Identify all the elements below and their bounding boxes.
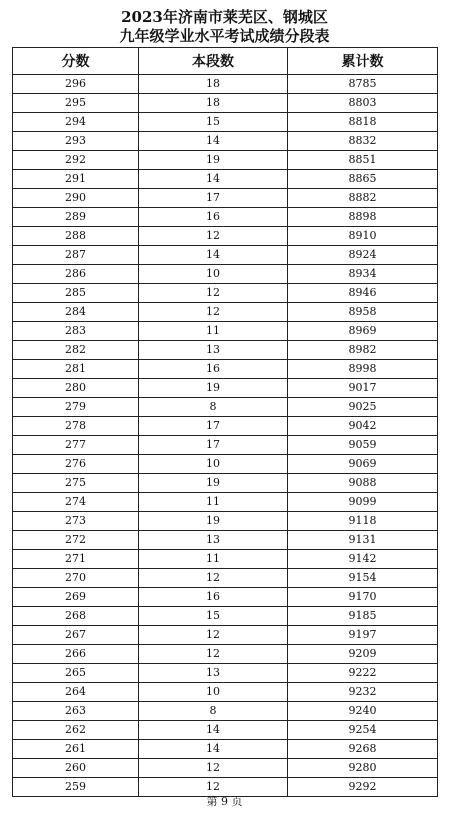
cell-score: 265 <box>13 664 139 683</box>
table-row <box>13 588 438 607</box>
cell-cumulative-count: 8982 <box>288 341 438 360</box>
table-row <box>13 75 438 94</box>
table-row <box>13 417 438 436</box>
cell-score: 273 <box>13 512 139 531</box>
cell-segment-count: 17 <box>139 417 288 436</box>
cell-segment-count: 19 <box>139 512 288 531</box>
cell-cumulative-count: 9025 <box>288 398 438 417</box>
table-row <box>13 607 438 626</box>
cell-cumulative-count: 8803 <box>288 94 438 113</box>
table-row <box>13 341 438 360</box>
cell-score: 282 <box>13 341 139 360</box>
cell-cumulative-count: 8882 <box>288 189 438 208</box>
table-row <box>13 170 438 189</box>
cell-segment-count: 8 <box>139 702 288 721</box>
cell-cumulative-count: 8865 <box>288 170 438 189</box>
cell-cumulative-count: 9232 <box>288 683 438 702</box>
cell-score: 275 <box>13 474 139 493</box>
cell-score: 259 <box>13 778 139 797</box>
cell-score: 291 <box>13 170 139 189</box>
table-row <box>13 94 438 113</box>
table-row <box>13 436 438 455</box>
cell-cumulative-count: 8924 <box>288 246 438 265</box>
cell-segment-count: 10 <box>139 455 288 474</box>
cell-score: 284 <box>13 303 139 322</box>
cell-cumulative-count: 9292 <box>288 778 438 797</box>
cell-segment-count: 14 <box>139 721 288 740</box>
cell-score: 270 <box>13 569 139 588</box>
table-row <box>13 360 438 379</box>
cell-cumulative-count: 9170 <box>288 588 438 607</box>
cell-cumulative-count: 8998 <box>288 360 438 379</box>
cell-score: 263 <box>13 702 139 721</box>
table-row <box>13 531 438 550</box>
table-row <box>13 740 438 759</box>
cell-score: 271 <box>13 550 139 569</box>
cell-cumulative-count: 9118 <box>288 512 438 531</box>
cell-score: 293 <box>13 132 139 151</box>
cell-segment-count: 16 <box>139 588 288 607</box>
cell-segment-count: 12 <box>139 626 288 645</box>
table-row <box>13 759 438 778</box>
cell-score: 262 <box>13 721 139 740</box>
table-row <box>13 493 438 512</box>
cell-score: 278 <box>13 417 139 436</box>
table-row <box>13 626 438 645</box>
cell-score: 267 <box>13 626 139 645</box>
cell-score: 264 <box>13 683 139 702</box>
table-row <box>13 379 438 398</box>
cell-score: 281 <box>13 360 139 379</box>
cell-cumulative-count: 9088 <box>288 474 438 493</box>
cell-score: 279 <box>13 398 139 417</box>
cell-cumulative-count: 9254 <box>288 721 438 740</box>
cell-cumulative-count: 9017 <box>288 379 438 398</box>
cell-segment-count: 11 <box>139 493 288 512</box>
cell-segment-count: 14 <box>139 170 288 189</box>
page-subtitle: 九年级学业水平考试成绩分段表 <box>119 27 330 45</box>
cell-cumulative-count: 9185 <box>288 607 438 626</box>
cell-cumulative-count: 8934 <box>288 265 438 284</box>
cell-segment-count: 8 <box>139 398 288 417</box>
cell-cumulative-count: 9240 <box>288 702 438 721</box>
cell-score: 280 <box>13 379 139 398</box>
cell-segment-count: 14 <box>139 740 288 759</box>
cell-segment-count: 12 <box>139 645 288 664</box>
table-row <box>13 227 438 246</box>
cell-cumulative-count: 9131 <box>288 531 438 550</box>
cell-cumulative-count: 8946 <box>288 284 438 303</box>
cell-segment-count: 15 <box>139 607 288 626</box>
cell-cumulative-count: 9209 <box>288 645 438 664</box>
cell-cumulative-count: 8958 <box>288 303 438 322</box>
cell-score: 260 <box>13 759 139 778</box>
cell-cumulative-count: 9268 <box>288 740 438 759</box>
table-row <box>13 645 438 664</box>
cell-score: 272 <box>13 531 139 550</box>
cell-cumulative-count: 8898 <box>288 208 438 227</box>
cell-segment-count: 12 <box>139 759 288 778</box>
table-row <box>13 721 438 740</box>
cell-segment-count: 14 <box>139 132 288 151</box>
cell-score: 261 <box>13 740 139 759</box>
cell-cumulative-count: 8818 <box>288 113 438 132</box>
cell-segment-count: 16 <box>139 208 288 227</box>
cell-cumulative-count: 9069 <box>288 455 438 474</box>
cell-cumulative-count: 8910 <box>288 227 438 246</box>
cell-score: 277 <box>13 436 139 455</box>
table-row <box>13 246 438 265</box>
table-row <box>13 569 438 588</box>
cell-score: 296 <box>13 75 139 94</box>
cell-cumulative-count: 9197 <box>288 626 438 645</box>
table-row <box>13 208 438 227</box>
table-row <box>13 455 438 474</box>
table-row <box>13 151 438 170</box>
cell-cumulative-count: 9154 <box>288 569 438 588</box>
cell-score: 290 <box>13 189 139 208</box>
cell-cumulative-count: 9099 <box>288 493 438 512</box>
cell-score: 266 <box>13 645 139 664</box>
cell-cumulative-count: 8785 <box>288 75 438 94</box>
cell-score: 268 <box>13 607 139 626</box>
table-row <box>13 398 438 417</box>
cell-cumulative-count: 9222 <box>288 664 438 683</box>
cell-segment-count: 11 <box>139 322 288 341</box>
cell-segment-count: 18 <box>139 94 288 113</box>
table-row <box>13 683 438 702</box>
table-row <box>13 664 438 683</box>
cell-segment-count: 11 <box>139 550 288 569</box>
table-row <box>13 189 438 208</box>
cell-segment-count: 12 <box>139 569 288 588</box>
cell-score: 276 <box>13 455 139 474</box>
column-header-cumulative-count: 累计数 <box>288 48 438 75</box>
cell-cumulative-count: 9042 <box>288 417 438 436</box>
column-header-segment-count: 本段数 <box>139 48 288 75</box>
cell-segment-count: 10 <box>139 683 288 702</box>
cell-segment-count: 13 <box>139 531 288 550</box>
cell-segment-count: 19 <box>139 379 288 398</box>
cell-segment-count: 16 <box>139 360 288 379</box>
cell-score: 285 <box>13 284 139 303</box>
cell-score: 283 <box>13 322 139 341</box>
table-row <box>13 265 438 284</box>
cell-score: 274 <box>13 493 139 512</box>
table-row <box>13 778 438 797</box>
table-row <box>13 550 438 569</box>
cell-score: 287 <box>13 246 139 265</box>
table-row <box>13 303 438 322</box>
cell-score: 294 <box>13 113 139 132</box>
cell-score: 269 <box>13 588 139 607</box>
table-row <box>13 512 438 531</box>
cell-cumulative-count: 8832 <box>288 132 438 151</box>
cell-segment-count: 19 <box>139 474 288 493</box>
cell-segment-count: 14 <box>139 246 288 265</box>
cell-cumulative-count: 9280 <box>288 759 438 778</box>
cell-score: 289 <box>13 208 139 227</box>
cell-segment-count: 18 <box>139 75 288 94</box>
cell-segment-count: 17 <box>139 436 288 455</box>
page-number: 第 9 页 <box>206 795 243 808</box>
cell-score: 292 <box>13 151 139 170</box>
column-header-score: 分数 <box>13 48 139 75</box>
table-row <box>13 474 438 493</box>
cell-segment-count: 12 <box>139 227 288 246</box>
cell-segment-count: 12 <box>139 284 288 303</box>
score-distribution-table <box>12 47 438 797</box>
cell-cumulative-count: 9142 <box>288 550 438 569</box>
cell-segment-count: 15 <box>139 113 288 132</box>
page-title: 2023年济南市莱芜区、钢城区 <box>121 8 328 26</box>
table-row <box>13 702 438 721</box>
cell-segment-count: 12 <box>139 303 288 322</box>
cell-score: 286 <box>13 265 139 284</box>
cell-segment-count: 10 <box>139 265 288 284</box>
cell-score: 288 <box>13 227 139 246</box>
cell-segment-count: 13 <box>139 341 288 360</box>
cell-segment-count: 17 <box>139 189 288 208</box>
cell-segment-count: 13 <box>139 664 288 683</box>
cell-cumulative-count: 8851 <box>288 151 438 170</box>
table-row <box>13 284 438 303</box>
cell-segment-count: 19 <box>139 151 288 170</box>
table-body <box>13 75 438 797</box>
cell-cumulative-count: 9059 <box>288 436 438 455</box>
table-header-row <box>13 48 438 75</box>
table-row <box>13 132 438 151</box>
cell-cumulative-count: 8969 <box>288 322 438 341</box>
cell-score: 295 <box>13 94 139 113</box>
table-row <box>13 113 438 132</box>
cell-segment-count: 12 <box>139 778 288 797</box>
table-row <box>13 322 438 341</box>
